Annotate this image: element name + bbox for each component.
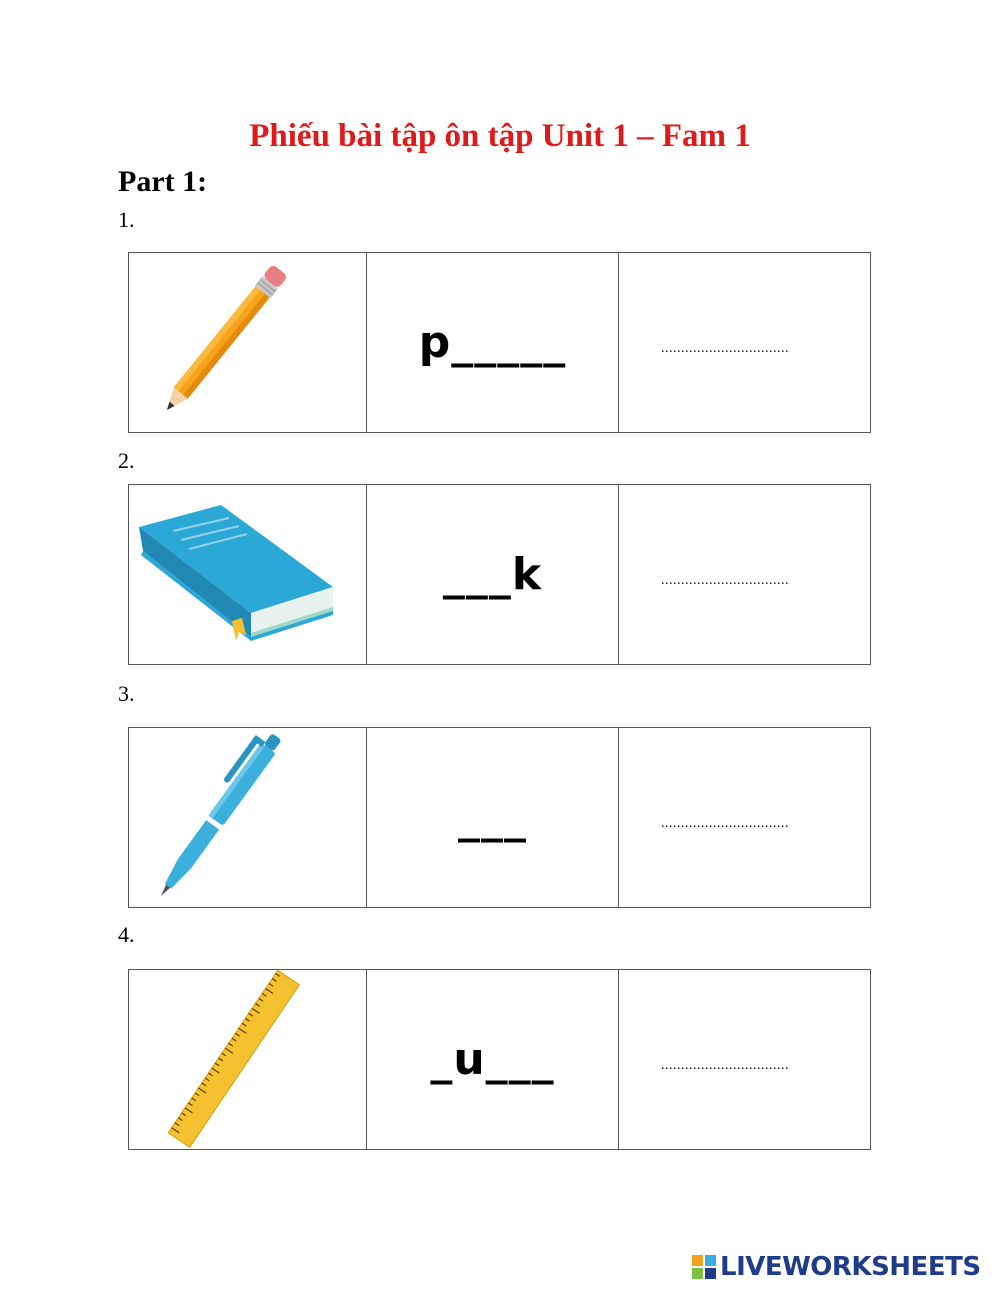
answer-line[interactable]: ................................ (661, 816, 789, 831)
answer-cell[interactable] (619, 728, 870, 907)
logo-text: LIVEWORKSHEETS (720, 1252, 981, 1282)
answer-cell[interactable] (619, 970, 870, 1149)
word-pattern: _u___ (430, 1034, 555, 1085)
item-number: 2. (118, 448, 135, 473)
pencil-icon (129, 253, 367, 434)
picture-cell (129, 728, 367, 907)
word-pattern-cell (367, 253, 619, 432)
exercise-row-1 (128, 252, 871, 433)
answer-cell[interactable] (619, 485, 870, 664)
part-heading: Part 1: (118, 165, 208, 198)
item-number: 4. (118, 922, 135, 947)
item-number: 1. (118, 207, 135, 232)
word-pattern: ___k (442, 549, 543, 600)
picture-cell (129, 970, 367, 1149)
word-pattern-cell (367, 970, 619, 1149)
word-pattern: ___ (458, 792, 527, 843)
word-pattern-cell (367, 485, 619, 664)
picture-cell (129, 253, 367, 432)
picture-cell (129, 485, 367, 664)
answer-line[interactable]: ................................ (661, 1058, 789, 1073)
answer-line[interactable]: ................................ (661, 341, 789, 356)
answer-cell[interactable] (619, 253, 870, 432)
worksheet-title: Phiếu bài tập ôn tập Unit 1 – Fam 1 (249, 118, 751, 154)
item-number: 3. (118, 681, 135, 706)
book-icon (129, 485, 367, 666)
word-pattern: p_____ (418, 317, 567, 368)
liveworksheets-logo[interactable] (692, 1252, 981, 1282)
pen-icon (129, 728, 367, 909)
logo-mark-icon (692, 1255, 716, 1279)
ruler-icon (129, 970, 367, 1151)
exercise-row-4 (128, 969, 871, 1150)
exercise-row-2 (128, 484, 871, 665)
answer-line[interactable]: ................................ (661, 573, 789, 588)
exercise-row-3 (128, 727, 871, 908)
word-pattern-cell (367, 728, 619, 907)
